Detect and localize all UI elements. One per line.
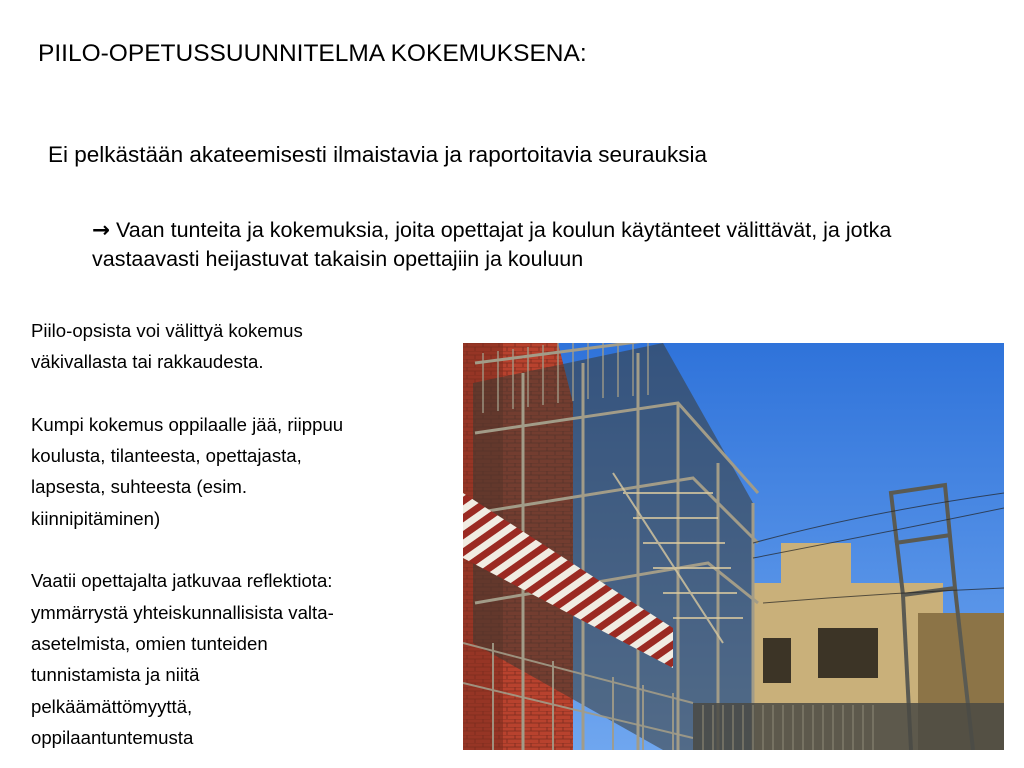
building-window — [763, 638, 791, 683]
left-line: lapsesta, suhteesta (esim. — [31, 476, 247, 498]
left-text-block — [31, 315, 441, 753]
left-line: Vaatii opettajalta jatkuvaa reflektiota: — [31, 570, 333, 592]
arrow-paragraph — [92, 216, 992, 273]
rooftop-structure — [781, 543, 851, 588]
fire-escape-photo — [463, 343, 1004, 750]
ground-fence — [693, 703, 1004, 750]
arrow-paragraph-text: Vaan tunteita ja kokemuksia, joita opettajat ja koulun käytänteet välittävät, ja jotka vastaavasti heijastuvat takaisin opettajiin ja kouluun — [92, 218, 892, 271]
left-line: Piilo-opsista voi välittyä kokemus — [31, 320, 303, 341]
left-line: asetelmista, omien tunteiden — [31, 632, 268, 654]
slide-title: PIILO-OPETUSSUUNNITELMA KOKEMUKSENA: — [38, 40, 587, 67]
left-line: koulusta, tilanteesta, opettajasta, — [31, 445, 302, 467]
paragraph-gap — [31, 534, 441, 565]
left-line: väkivallasta tai rakkaudesta. — [31, 351, 264, 373]
left-line: tunnistamista ja niitä — [31, 664, 200, 686]
building-window — [818, 628, 878, 678]
left-line: ymmärrystä yhteiskunnallisista valta- — [31, 601, 334, 623]
slide-subtitle: Ei pelkästään akateemisesti ilmaistavia ja raportoitavia seurauksia — [48, 142, 708, 167]
left-line: kiinnipitäminen) — [31, 507, 161, 529]
paragraph-gap — [31, 378, 441, 409]
fire-escape-illustration — [463, 343, 1004, 750]
left-line: pelkäämättömyyttä, — [31, 695, 193, 717]
right-arrow-icon: → — [92, 218, 111, 243]
left-line: Kumpi kokemus oppilaalle jää, riippuu — [31, 413, 344, 435]
left-line: oppilaantuntemusta — [31, 726, 194, 748]
